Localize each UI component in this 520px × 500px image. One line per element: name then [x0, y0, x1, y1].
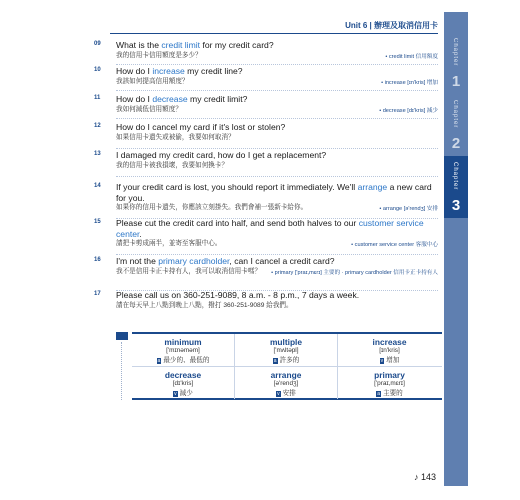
english-sentence: Please cut the credit card into half, and send both halves to our customer service center.: [116, 218, 424, 239]
vocab-note: • decrease [dɪ'kris] 減少: [379, 107, 438, 114]
vocab-word: arrange: [270, 370, 302, 380]
chinese-translation: 我該如何提高信用額度？: [116, 77, 189, 85]
chapter-tab-2[interactable]: [444, 94, 468, 156]
vocab-cell: [338, 334, 441, 366]
vocab-word: decrease: [164, 370, 202, 380]
vocab-meaning: v 增加: [380, 357, 400, 364]
vocabulary-table: [132, 332, 442, 400]
chapter-tab-label: Chapter: [452, 100, 458, 129]
keyword: decrease: [152, 94, 188, 104]
sentence-number: 10: [94, 67, 101, 73]
vocab-phonetic: [ə'rendʒ]: [273, 380, 299, 387]
chapter-tab-3[interactable]: [444, 156, 468, 218]
entry-separator: [116, 254, 438, 255]
english-sentence: I'm not the primary cardholder, can I cancel a credit card?: [116, 256, 335, 266]
english-sentence: What is the credit limit for my credit card?: [116, 40, 274, 50]
keyword: arrange: [357, 182, 388, 192]
entry-separator: [116, 176, 438, 177]
vocab-phonetic: ['mʌltəpl]: [273, 347, 299, 354]
vocab-meaning: a 許多的: [273, 357, 300, 364]
vocab-meaning: v 減少: [174, 390, 193, 397]
vocab-cell: [132, 367, 235, 399]
vocab-meaning: a 最少的、最低的: [157, 357, 210, 364]
vocab-word: primary: [374, 370, 405, 380]
running-header: Unit 6 | 辦理及取消信用卡: [345, 21, 438, 30]
chinese-translation: 我的信用卡被我損壞，我要如何換卡？: [116, 161, 229, 169]
vocab-note: • increase [ɪn'kris] 增加: [381, 79, 438, 86]
entry-separator: [116, 90, 438, 91]
part-of-speech-badge: a: [377, 391, 380, 397]
part-of-speech-badge: v: [380, 358, 384, 364]
chapter-tabs: [444, 12, 468, 486]
chinese-translation: 如果信用卡遺失或被偷，我要如何取消？: [116, 133, 235, 141]
sentence-entry: [94, 290, 438, 310]
vocab-word: minimum: [164, 337, 202, 347]
unit-label: Unit 6: [345, 21, 368, 30]
part-of-speech-badge: v: [277, 391, 280, 397]
chinese-translation: 如果你的信用卡遺失，你應該立刻掛失。我們會補一張新卡給你。: [116, 204, 308, 211]
vocab-note: • credit limit 信用額度: [385, 53, 438, 60]
vocab-phonetic: ['praɪ,mɛrɪ]: [374, 380, 405, 387]
chinese-translation: 我不是信用卡正卡持有人，我可以取消信用卡嗎？: [116, 267, 262, 275]
page-number-value: 143: [420, 472, 436, 482]
header-rule: [110, 33, 438, 34]
vocab-meaning: a 主要的: [377, 390, 403, 397]
unit-title: 辦理及取消信用卡: [374, 21, 438, 30]
vocab-note: • primary ['praɪ,mɛrɪ] 主要的 · primary cardholder 信用卡正卡持有人: [271, 269, 438, 276]
vocab-cell: [235, 367, 338, 399]
sentence-number: 14: [94, 183, 101, 189]
sentence-entry: [94, 218, 438, 248]
chapter-tab-1[interactable]: [444, 32, 468, 94]
sentence-entry: [94, 94, 438, 114]
sentence-entry: [94, 150, 438, 170]
sentence-number: 09: [94, 41, 101, 47]
sentence-number: 16: [94, 257, 101, 263]
part-of-speech-badge: a: [273, 358, 277, 364]
english-sentence: How do I decrease my credit limit?: [116, 94, 248, 104]
vocab-cell: [132, 334, 235, 366]
chinese-translation: 請把卡剪成兩半，並寄至客服中心。: [116, 240, 222, 247]
page: [76, 6, 444, 496]
sentence-number: 11: [94, 95, 101, 101]
vocab-note: • arrange [ə'rendʒ] 安排: [379, 206, 438, 212]
keyword: increase: [152, 66, 185, 76]
sentence-entry: [94, 66, 438, 86]
vocab-phonetic: [dɪ'kris]: [172, 380, 194, 387]
page-number: ♪ 143: [413, 472, 436, 482]
vocab-word: increase: [372, 337, 407, 347]
chinese-translation: 我的信用卡信用額度是多少？: [116, 51, 202, 59]
vocab-note: • customer service center 客服中心: [351, 242, 438, 248]
vocab-cell: [235, 334, 338, 366]
english-sentence: If your credit card is lost, you should report it immediately. We'll arrange a new card for you.: [116, 182, 432, 203]
chinese-translation: 我如何減低信用額度？: [116, 105, 182, 113]
chapter-tab-label: Chapter: [452, 38, 458, 67]
sentence-number: 15: [94, 219, 101, 225]
vocab-phonetic: [ɪn'kris]: [379, 347, 400, 354]
vocab-cell: [338, 367, 441, 399]
sentence-entry: [94, 182, 438, 212]
chapter-tab-number: 1: [451, 73, 461, 90]
keyword: customer service center: [116, 218, 424, 239]
entry-separator: [116, 64, 438, 65]
sentence-number: 12: [94, 123, 101, 129]
part-of-speech-badge: a: [157, 358, 161, 364]
dotted-divider: [121, 342, 122, 400]
chapter-tab-number: 3: [451, 197, 461, 214]
entry-separator: [116, 148, 438, 149]
vocab-phonetic: ['mɪnəməm]: [166, 347, 200, 354]
entry-separator: [116, 118, 438, 119]
keyword: credit limit: [161, 40, 201, 50]
part-of-speech-badge: v: [174, 391, 177, 397]
keyword: primary cardholder: [158, 256, 230, 266]
english-sentence: How do I cancel my card if it's lost or stolen?: [116, 122, 286, 132]
chinese-translation: 請在每天早上八點到晚上八點，撥打 360-251-9089 給我們。: [116, 301, 293, 309]
sentence-entry: [94, 40, 438, 60]
sentence-number: 13: [94, 151, 101, 157]
english-sentence: I damaged my credit card, how do I get a replacement?: [116, 150, 327, 160]
english-sentence: Please call us on 360-251-9089, 8 a.m. - 8 p.m., 7 days a week.: [116, 290, 360, 300]
chapter-tab-number: 2: [451, 135, 461, 152]
sentence-number: 17: [94, 291, 101, 297]
sentence-entry: [94, 256, 438, 276]
vocab-meaning: v 安排: [277, 390, 296, 397]
chapter-tab-label: Chapter: [452, 162, 458, 191]
sentence-entry: [94, 122, 438, 142]
english-sentence: How do I increase my credit line?: [116, 66, 243, 76]
flag-icon: [116, 332, 128, 340]
vocab-word: multiple: [269, 337, 303, 347]
